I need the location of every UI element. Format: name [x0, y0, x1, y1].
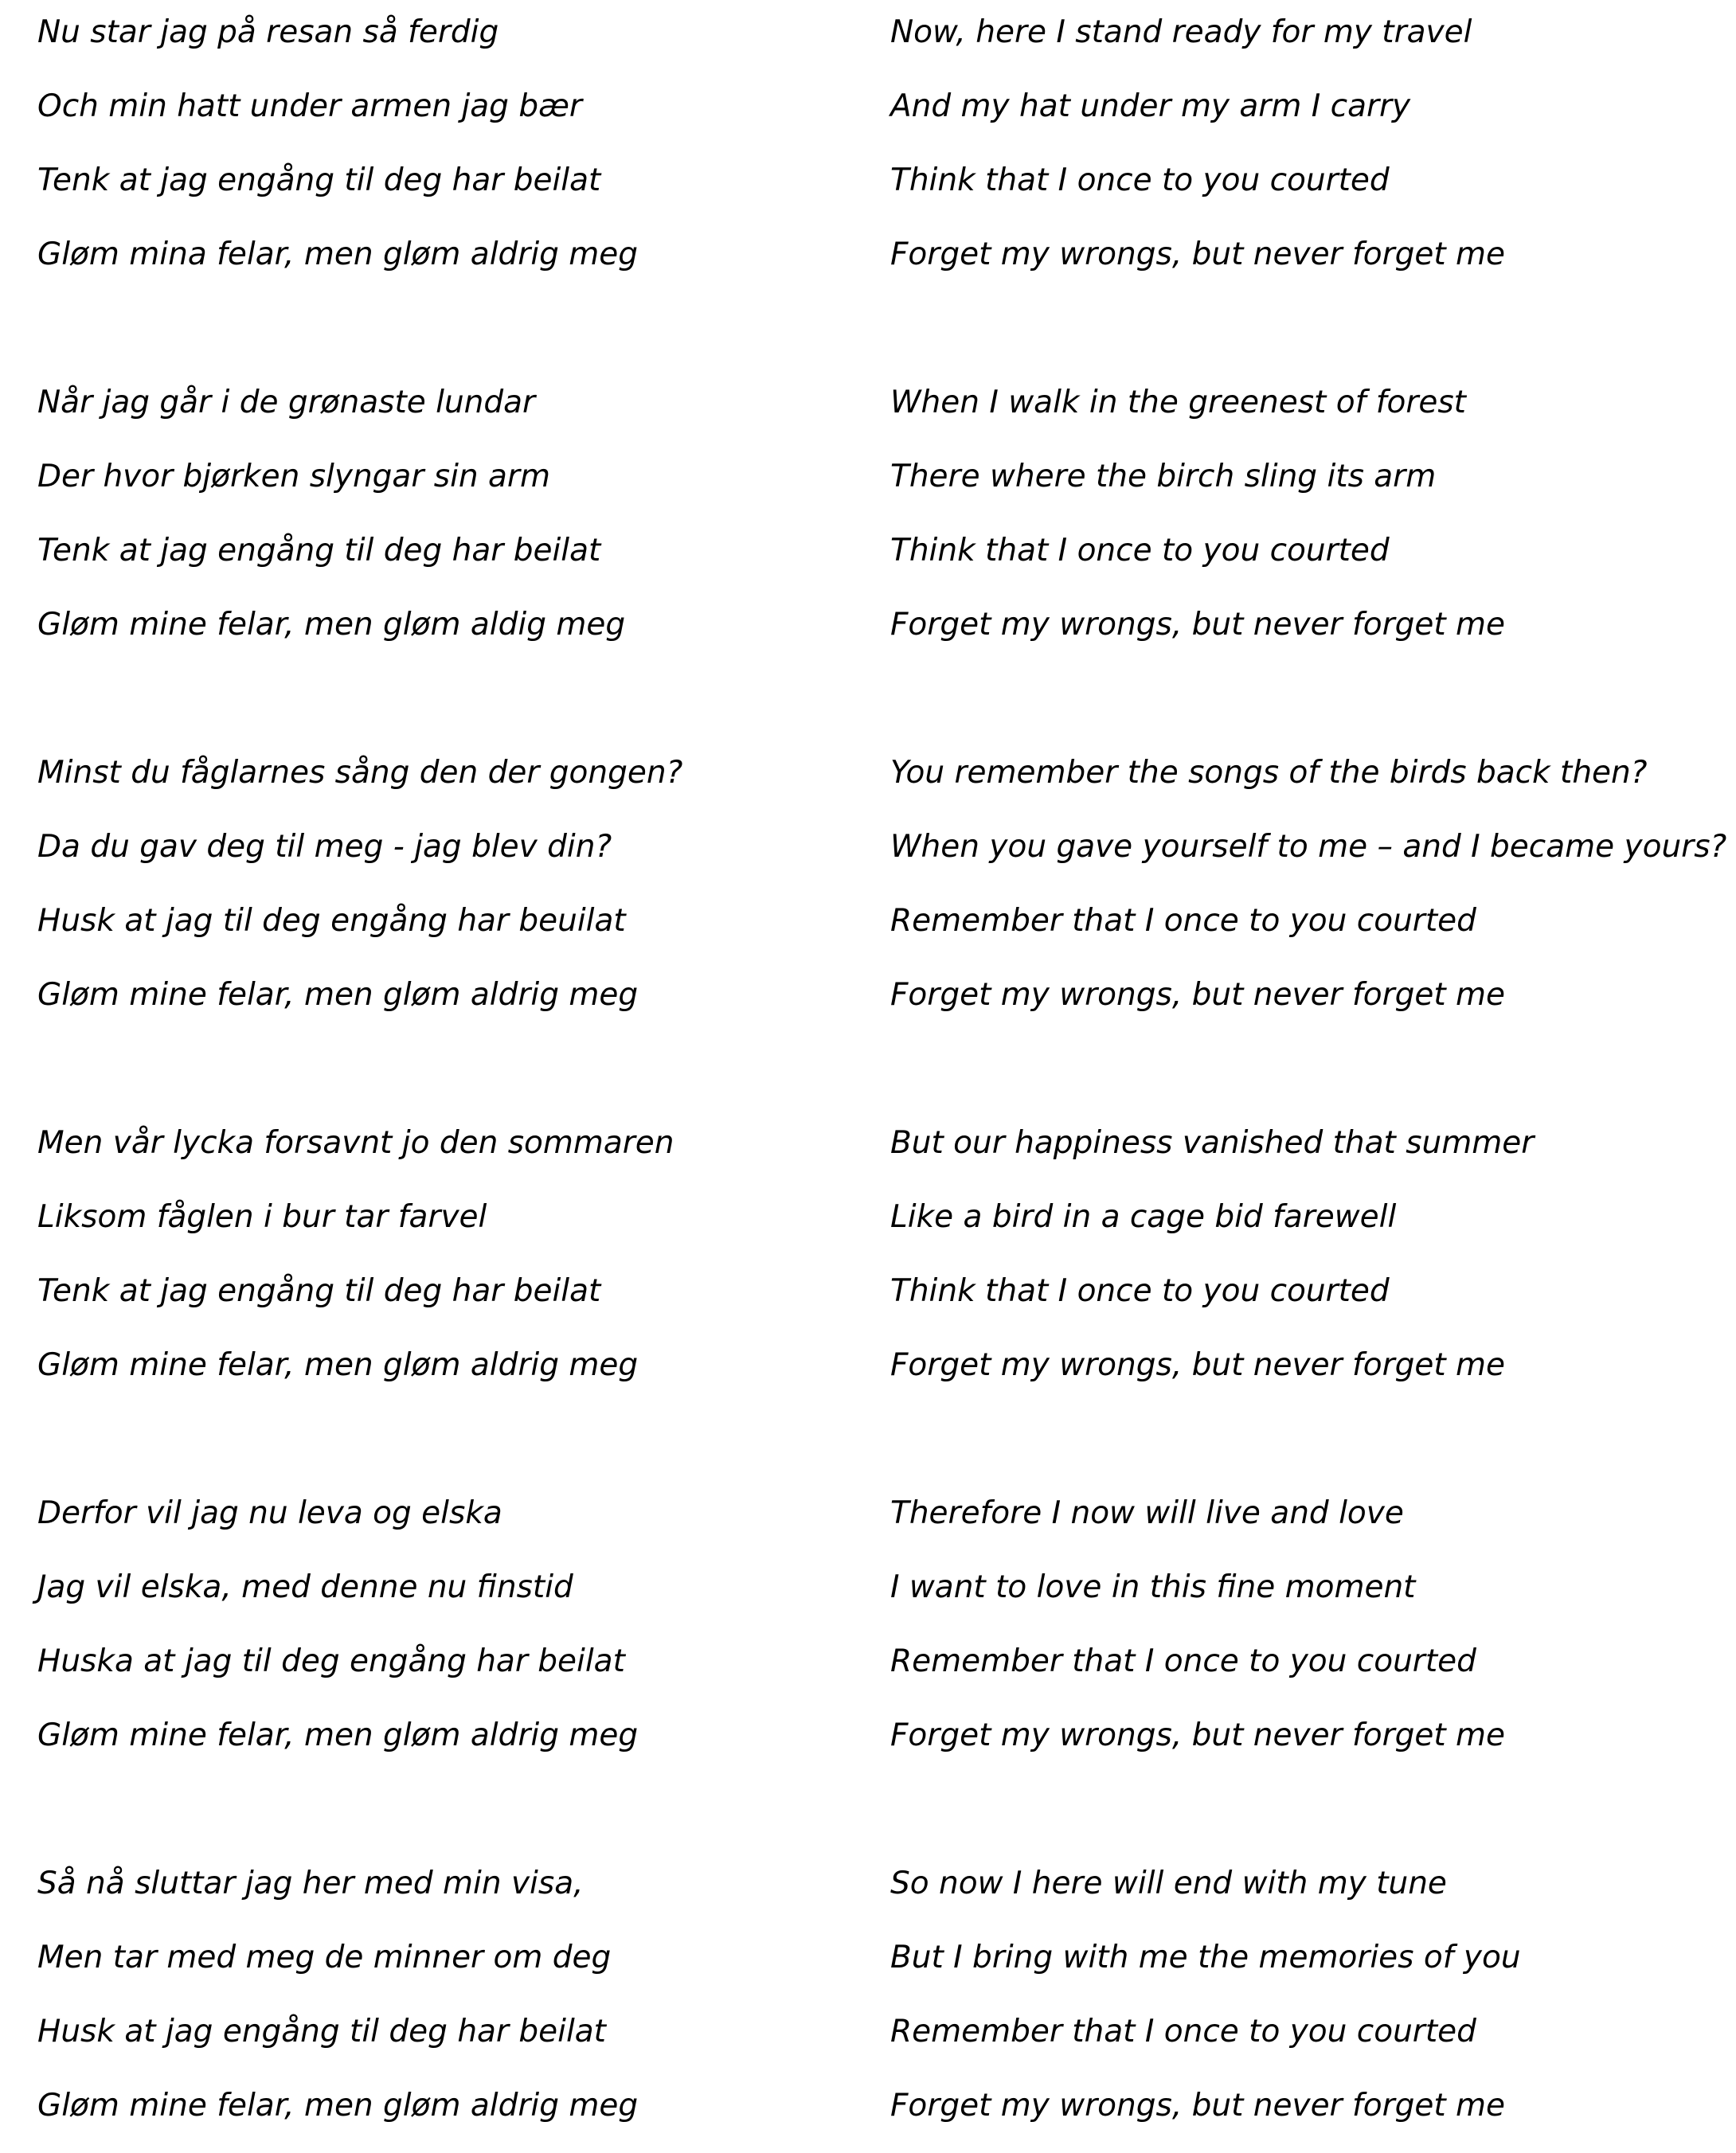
translation-lyric-line: But our happiness vanished that summer: [890, 1125, 1535, 1161]
original-lyric-line: Gløm mine felar, men gløm aldrig meg: [37, 2088, 639, 2124]
translation-lyric-line: Think that I once to you courted: [890, 162, 1390, 198]
translation-lyric-line: When you gave yourself to me – and I became yours?: [890, 829, 1727, 865]
original-lyric-line: Minst du fåglarnes sång den der gongen?: [37, 755, 683, 791]
translation-lyric-line: Forget my wrongs, but never forget me: [890, 2088, 1506, 2124]
translation-lyric-line: So now I here will end with my tune: [890, 1866, 1447, 1901]
translation-lyric-line: When I walk in the greenest of forest: [890, 385, 1466, 420]
original-lyric-line: Gløm mine felar, men gløm aldrig meg: [37, 1717, 639, 1753]
original-lyric-line: Tenk at jag engång til deg har beilat: [37, 1273, 601, 1309]
original-lyric-line: Och min hatt under armen jag bær: [37, 88, 582, 124]
translation-lyric-line: And my hat under my arm I carry: [890, 88, 1411, 124]
original-lyric-line: Huska at jag til deg engång har beilat: [37, 1643, 625, 1679]
translation-lyric-line: I want to love in this fine moment: [890, 1569, 1416, 1605]
original-lyric-line: Men vår lycka forsavnt jo den sommaren: [37, 1125, 674, 1161]
translation-lyric-line: Think that I once to you courted: [890, 1273, 1390, 1309]
translation-lyric-line: Now, here I stand ready for my travel: [890, 14, 1472, 50]
translation-lyric-line: You remember the songs of the birds back then?: [890, 755, 1648, 791]
translation-lyric-line: Like a bird in a cage bid farewell: [890, 1199, 1397, 1235]
original-lyric-line: Tenk at jag engång til deg har beilat: [37, 162, 601, 198]
translation-lyric-line: Forget my wrongs, but never forget me: [890, 977, 1506, 1013]
translation-lyric-line: Remember that I once to you courted: [890, 2014, 1476, 2049]
translation-lyric-line: Remember that I once to you courted: [890, 1643, 1476, 1679]
original-lyric-line: Husk at jag til deg engång har beuilat: [37, 903, 626, 939]
original-lyric-line: Men tar med meg de minner om deg: [37, 1940, 612, 1975]
original-lyric-line: Da du gav deg til meg - jag blev din?: [37, 829, 612, 865]
original-lyric-line: Så nå sluttar jag her med min visa,: [37, 1866, 584, 1901]
translation-lyric-line: Remember that I once to you courted: [890, 903, 1476, 939]
original-lyric-line: Tenk at jag engång til deg har beilat: [37, 533, 601, 569]
translation-lyric-line: Forget my wrongs, but never forget me: [890, 236, 1506, 272]
original-lyric-line: Der hvor bjørken slyngar sin arm: [37, 459, 550, 494]
translation-lyric-line: Forget my wrongs, but never forget me: [890, 1717, 1506, 1753]
original-lyric-line: Når jag går i de grønaste lundar: [37, 385, 536, 420]
original-lyric-line: Jag vil elska, med denne nu finstid: [37, 1569, 573, 1605]
original-lyric-line: Gløm mine felar, men gløm aldrig meg: [37, 1347, 639, 1383]
translation-lyric-line: Think that I once to you courted: [890, 533, 1390, 569]
original-lyric-line: Gløm mina felar, men gløm aldrig meg: [37, 236, 639, 272]
translation-lyric-line: But I bring with me the memories of you: [890, 1940, 1521, 1975]
translation-lyric-line: Forget my wrongs, but never forget me: [890, 1347, 1506, 1383]
original-lyric-line: Gløm mine felar, men gløm aldrig meg: [37, 977, 639, 1013]
original-lyric-line: Derfor vil jag nu leva og elska: [37, 1495, 502, 1531]
translation-lyric-line: There where the birch sling its arm: [890, 459, 1437, 494]
translation-lyric-line: Forget my wrongs, but never forget me: [890, 607, 1506, 643]
original-lyric-line: Liksom fåglen i bur tar farvel: [37, 1199, 487, 1235]
original-lyric-line: Husk at jag engång til deg har beilat: [37, 2014, 606, 2049]
translation-lyric-line: Therefore I now will live and love: [890, 1495, 1404, 1531]
original-lyric-line: Gløm mine felar, men gløm aldig meg: [37, 607, 626, 643]
original-lyric-line: Nu star jag på resan så ferdig: [37, 14, 499, 50]
